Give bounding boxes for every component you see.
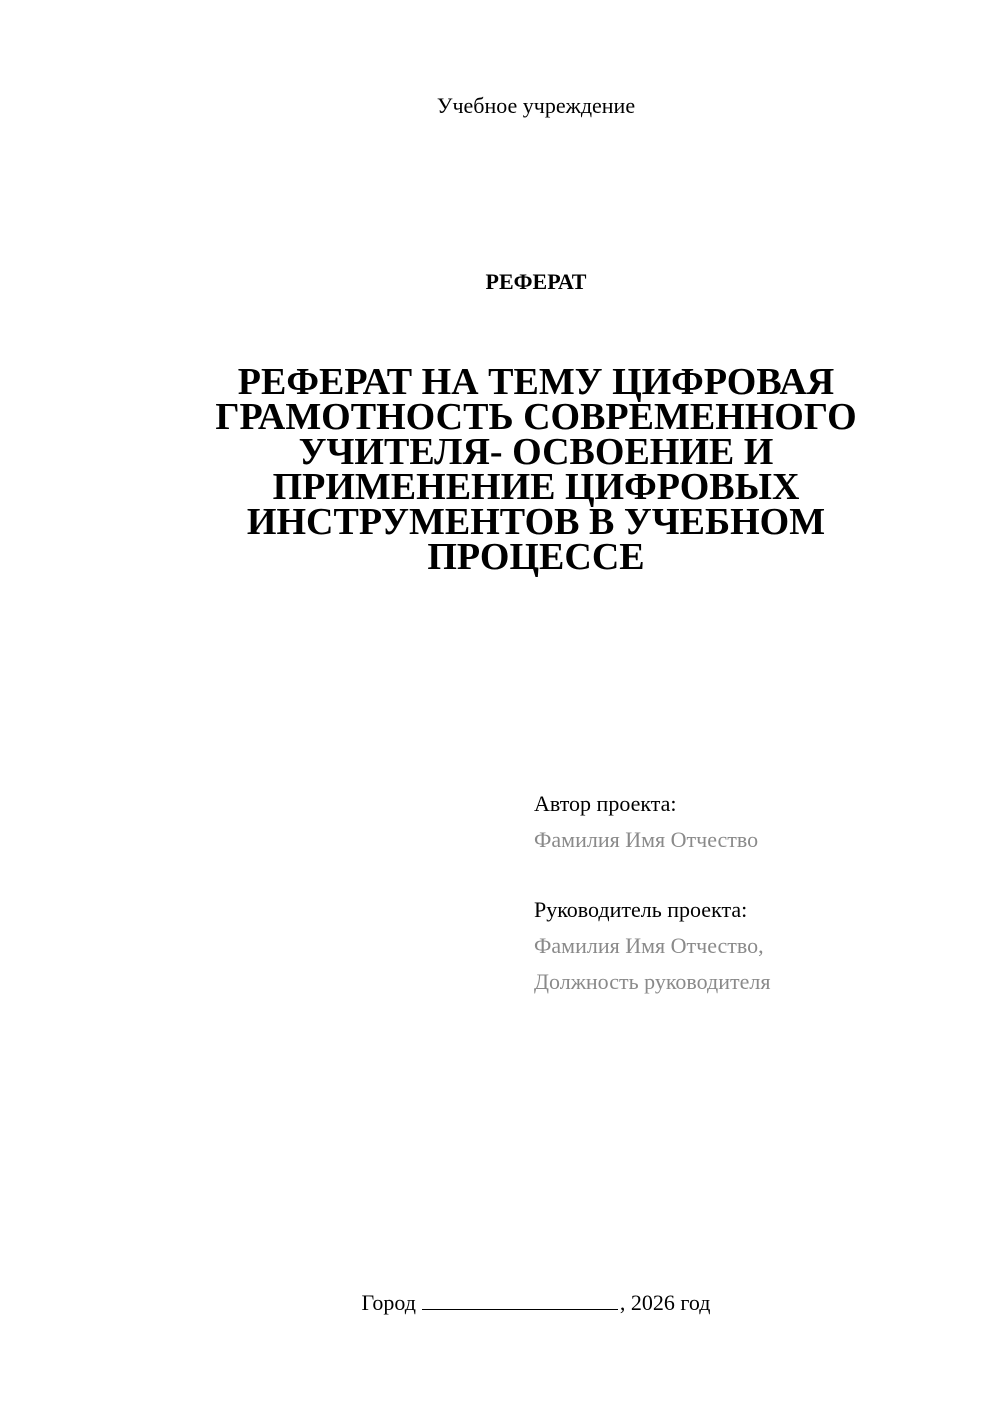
supervisor-block (534, 892, 770, 1000)
title-line: ПРИМЕНЕНИЕ ЦИФРОВЫХ (272, 466, 800, 508)
city-year-line (0, 1288, 1000, 1318)
title-line: ПРОЦЕССЕ (427, 536, 645, 578)
title-line: ГРАМОТНОСТЬ СОВРЕМЕННОГО (215, 396, 857, 438)
supervisor-name-placeholder: Фамилия Имя Отчество, (534, 933, 764, 958)
author-name-placeholder: Фамилия Имя Отчество (534, 827, 759, 852)
supervisor-position-placeholder: Должность руководителя (534, 969, 771, 994)
city-label: Город (361, 1290, 416, 1315)
institution-name: Учебное учреждение (436, 93, 636, 118)
title-line: ИНСТРУМЕНТОВ В УЧЕБНОМ (246, 501, 826, 543)
year-text: , 2026 год (619, 1290, 711, 1315)
city-blank-line (422, 1289, 618, 1310)
title-line: РЕФЕРАТ НА ТЕМУ ЦИФРОВАЯ (237, 361, 835, 403)
document-type: РЕФЕРАТ (485, 269, 587, 294)
supervisor-label: Руководитель проекта: (534, 897, 748, 922)
author-label: Автор проекта: (534, 791, 677, 816)
title-line: УЧИТЕЛЯ- ОСВОЕНИЕ И (298, 431, 774, 473)
author-block (534, 786, 758, 858)
document-title (150, 361, 922, 578)
